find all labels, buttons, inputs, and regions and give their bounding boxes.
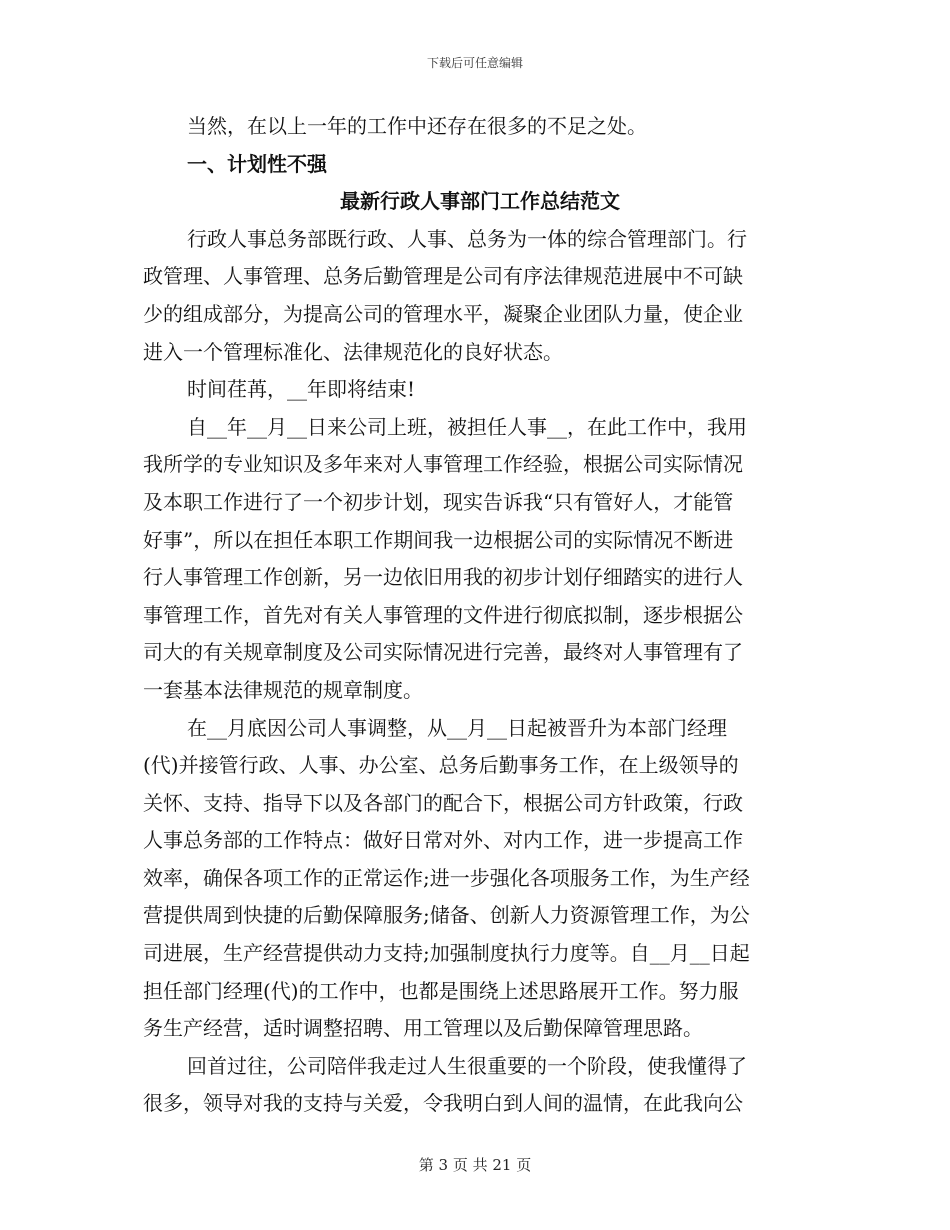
- paragraph-line: 关怀、支持、指导下以及各部门的配合下，根据公司方针政策，行政: [143, 790, 743, 815]
- paragraph-line: 进入一个管理标准化、法律规范化的良好状态。: [143, 339, 563, 364]
- page-header-note: 下载后可任意编辑: [426, 56, 523, 70]
- paragraph-line: 司进展，生产经营提供动力支持;加强制度执行力度等。自__月__日起: [143, 941, 750, 966]
- paragraph-line: 人事总务部的工作特点：做好日常对外、对内工作，进一步提高工作: [143, 828, 743, 853]
- paragraph-line: 很多，领导对我的支持与关爱，令我明白到人间的温情，在此我向公: [143, 1091, 743, 1116]
- page-footer-number: 第 3 页 共 21 页: [418, 1156, 532, 1174]
- paragraph-line: 回首过往，公司陪伴我走过人生很重要的一个阶段，使我懂得了: [187, 1053, 747, 1078]
- paragraph-line: 营提供周到快捷的后勤保障服务;储备、创新人力资源管理工作，为公: [143, 903, 750, 928]
- paragraph-line: 务生产经营，适时调整招聘、用工管理以及后勤保障管理思路。: [143, 1016, 703, 1041]
- paragraph-line: 事管理工作，首先对有关人事管理的文件进行彻底拟制，逐步根据公: [143, 602, 743, 627]
- paragraph-line: 在__月底因公司人事调整，从__月__日起被晋升为本部门经理: [187, 715, 727, 740]
- paragraph-line: 政管理、人事管理、总务后勤管理是公司有序法律规范进展中不可缺: [143, 264, 743, 289]
- paragraph-line: 行政人事总务部既行政、人事、总务为一体的综合管理部门。行: [187, 226, 747, 251]
- paragraph-line: 好事”，所以在担任本职工作期间我一边根据公司的实际情况不断进: [143, 527, 734, 552]
- document-title: 最新行政人事部门工作总结范文: [340, 189, 620, 214]
- document-body: [143, 108, 807, 1123]
- paragraph-line: 一套基本法律规范的规章制度。: [143, 677, 423, 702]
- paragraph-line: (代)并接管行政、人事、办公室、总务后勤事务工作，在上级领导的: [143, 753, 739, 778]
- paragraph-line: 行人事管理工作创新，另一边依旧用我的初步计划仔细踏实的进行人: [143, 565, 743, 590]
- paragraph-line: 效率，确保各项工作的正常运作;进一步强化各项服务工作，为生产经: [143, 865, 750, 890]
- paragraph-line: 少的组成部分，为提高公司的管理水平，凝聚企业团队力量，使企业: [143, 301, 743, 326]
- paragraph-line: 司大的有关规章制度及公司实际情况进行完善，最终对人事管理有了: [143, 640, 743, 665]
- paragraph-line: 担任部门经理(代)的工作中，也都是围绕上述思路展开工作。努力服: [143, 978, 739, 1003]
- paragraph-line: 我所学的专业知识及多年来对人事管理工作经验，根据公司实际情况: [143, 452, 743, 477]
- paragraph-line: 自__年__月__日来公司上班，被担任人事__，在此工作中，我用: [187, 414, 747, 439]
- section-heading: 一、计划性不强: [187, 151, 327, 176]
- paragraph-line: 时间荏苒，__年即将结束!: [187, 377, 416, 402]
- paragraph-line: 及本职工作进行了一个初步计划，现实告诉我“只有管好人，才能管: [143, 489, 734, 514]
- paragraph-line: 当然，在以上一年的工作中还存在很多的不足之处。: [187, 114, 647, 138]
